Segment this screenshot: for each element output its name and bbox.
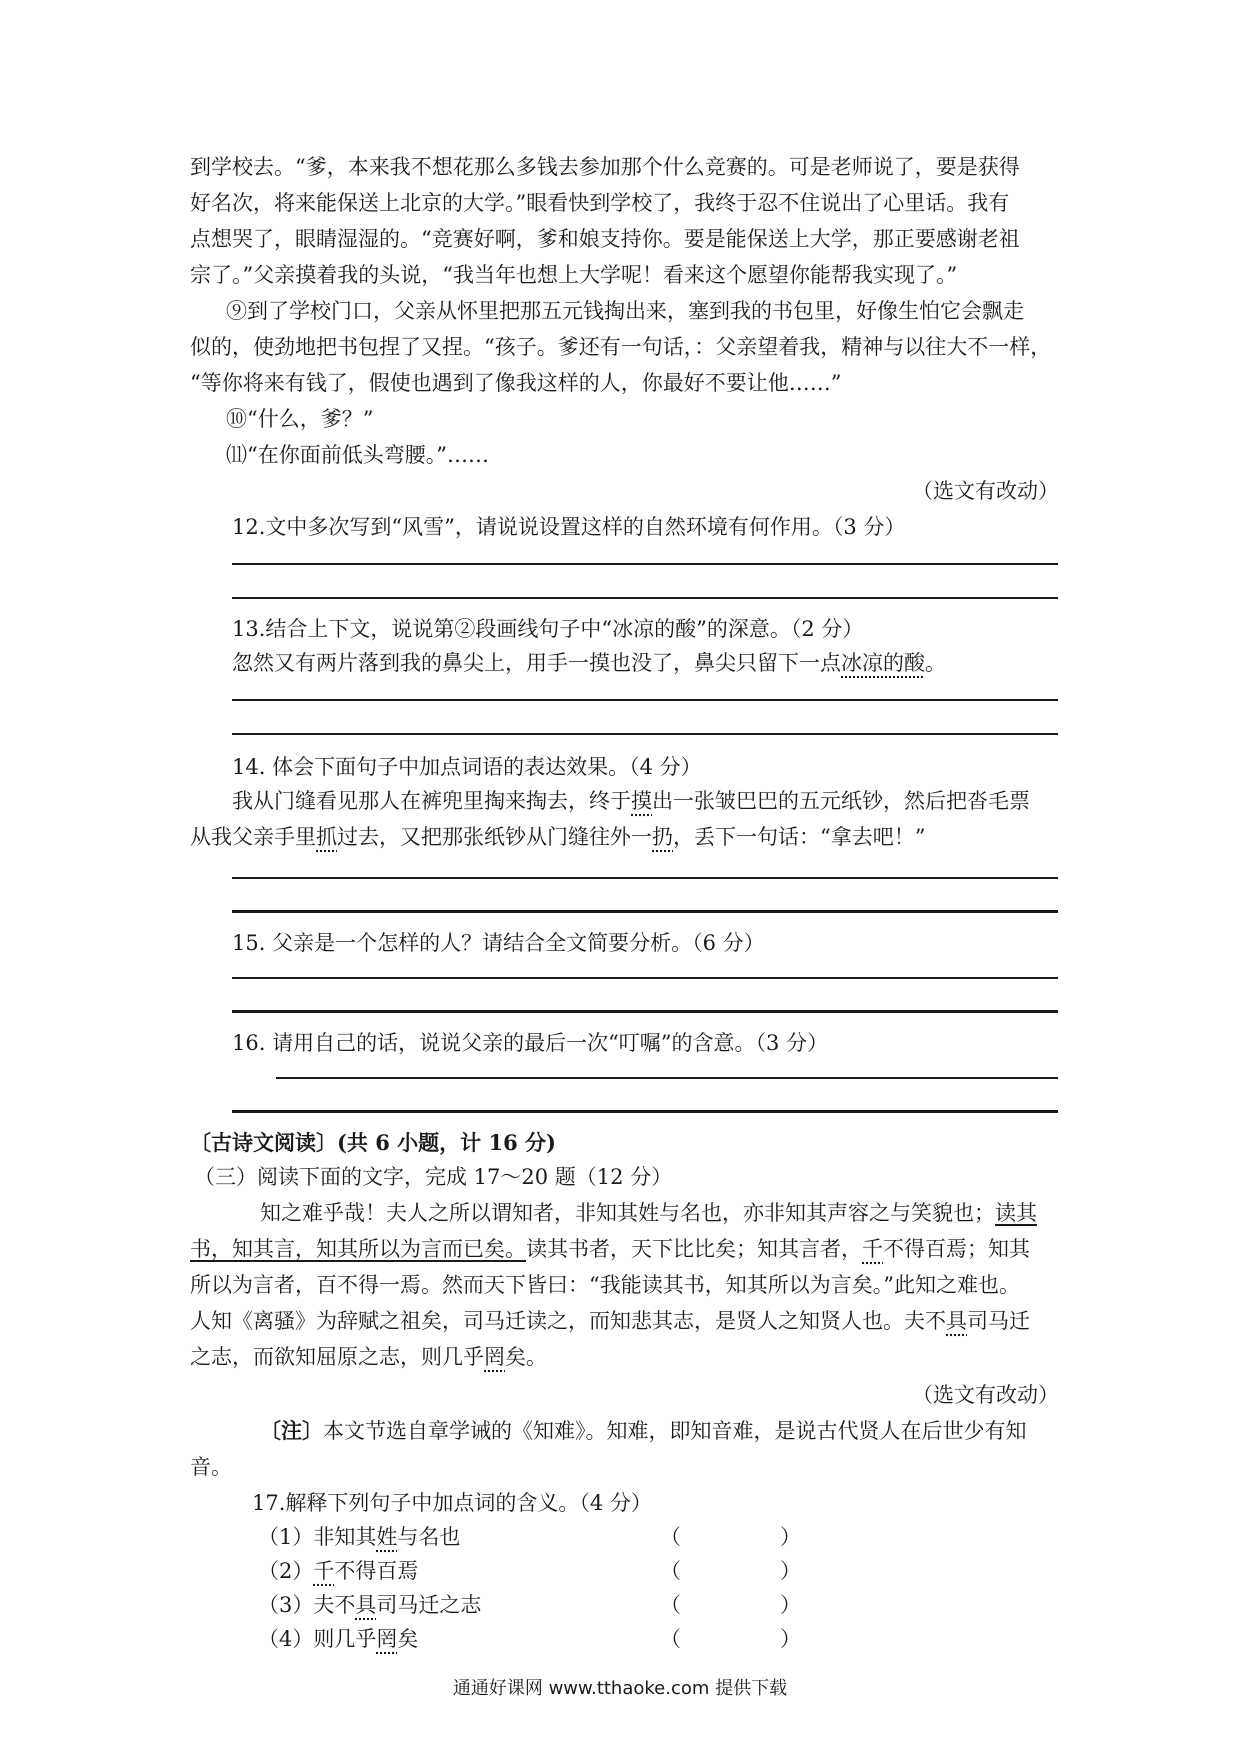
annotation-label: 〔注〕 bbox=[260, 1418, 323, 1443]
paragraph-9-line-1: ⑨到了学校门口，父亲从怀里把那五元钱掏出来，塞到我的书包里，好像生怕它会飘走 bbox=[226, 299, 1024, 323]
dotted-word: 罔 bbox=[376, 1627, 398, 1651]
answer-paren-close: ） bbox=[780, 1627, 801, 1651]
item-text: （1）非知其 bbox=[258, 1525, 377, 1549]
quote-text: 忽然又有两片落到我的鼻尖上，用手一摸也没了，鼻尖只留下一点 bbox=[232, 651, 841, 675]
item-text: （3）夫不 bbox=[258, 1593, 356, 1617]
dotted-word: 姓 bbox=[376, 1525, 398, 1549]
dotted-emphasis: 冰凉的酸 bbox=[841, 651, 925, 675]
answer-line bbox=[232, 910, 1058, 913]
paragraph-11: ⑾“在你面前低头弯腰。”…… bbox=[226, 443, 489, 467]
sentence-text: 出一张皱巴巴的五元纸钞，然后把沓毛票 bbox=[652, 789, 1030, 813]
answer-line bbox=[232, 563, 1058, 565]
answer-line bbox=[276, 1077, 1058, 1079]
classical-text-line-4 bbox=[190, 1306, 1030, 1336]
answer-paren-open: （ bbox=[660, 1525, 681, 1549]
question-17: 17.解释下列句子中加点词的含义。（4 分） bbox=[252, 1491, 652, 1515]
classical-text: 司马迁 bbox=[967, 1309, 1030, 1333]
sentence-text: 从我父亲手里 bbox=[190, 825, 316, 849]
dotted-word: 具 bbox=[355, 1593, 377, 1617]
answer-line bbox=[232, 1110, 1058, 1113]
q17-item-3 bbox=[258, 1590, 481, 1620]
item-text: 司马迁之志 bbox=[376, 1593, 482, 1617]
answer-paren-close: ） bbox=[780, 1593, 801, 1617]
underlined-sentence: 书，知其言，知其所以为言而已矣。 bbox=[190, 1237, 526, 1261]
item-text: （4）则几乎 bbox=[258, 1627, 377, 1651]
annotation-line-2: 音。 bbox=[190, 1455, 232, 1479]
sentence-text: 过去，又把那张纸钞从门缝往外一 bbox=[337, 825, 652, 849]
passage-source-note: （选文有改动） bbox=[912, 479, 1059, 503]
passage-line-4: 宗了。”父亲摸着我的头说，“我当年也想上大学呢！看来这个愿望你能帮我实现了。” bbox=[190, 263, 958, 287]
item-text: 不得百焉 bbox=[334, 1559, 419, 1583]
dotted-word-ju: 具 bbox=[946, 1309, 967, 1333]
answer-line bbox=[232, 977, 1058, 979]
underlined-sentence: 读其 bbox=[995, 1201, 1037, 1225]
answer-paren-open: （ bbox=[660, 1627, 681, 1651]
answer-line bbox=[232, 597, 1058, 599]
classical-text: 不得百焉；知其 bbox=[883, 1237, 1030, 1261]
question-13-quote bbox=[232, 648, 946, 678]
dotted-word-reng: 扔 bbox=[652, 825, 673, 849]
part-heading: （三）阅读下面的文字，完成 17～20 题（12 分） bbox=[194, 1165, 673, 1189]
question-14-sentence-line-2 bbox=[190, 822, 925, 852]
dotted-word-zhua: 抓 bbox=[316, 825, 337, 849]
answer-line bbox=[232, 733, 1058, 735]
sentence-text: ，丢下一句话：“拿去吧！” bbox=[673, 825, 926, 849]
question-14-sentence-line-1 bbox=[232, 786, 1030, 816]
answer-line bbox=[232, 1010, 1058, 1013]
answer-paren-close: ） bbox=[780, 1559, 801, 1583]
item-text: 矣 bbox=[397, 1627, 419, 1651]
section-heading: 〔古诗文阅读〕(共 6 小题，计 16 分) bbox=[190, 1130, 556, 1155]
answer-line bbox=[232, 877, 1058, 879]
answer-paren-open: （ bbox=[660, 1593, 681, 1617]
question-13: 13.结合上下文，说说第②段画线句子中“冰凉的酸”的深意。（2 分） bbox=[232, 617, 864, 641]
classical-text-line-5 bbox=[190, 1342, 547, 1372]
quote-end: 。 bbox=[925, 651, 946, 675]
passage-line-3: 点想哭了，眼睛湿湿的。“竞赛好啊，爹和娘支持你。要是能保送上大学，那正要感谢老祖 bbox=[190, 227, 1020, 251]
classical-text: 矣。 bbox=[505, 1345, 547, 1369]
dotted-word: 千 bbox=[313, 1559, 335, 1583]
sentence-text: 我从门缝看见那人在裤兜里掏来掏去，终于 bbox=[232, 789, 631, 813]
question-15: 15. 父亲是一个怎样的人？请结合全文简要分析。（6 分） bbox=[232, 931, 765, 955]
classical-text-line-3: 所以为言者，百不得一焉。然而天下皆曰：“我能读其书，知其所以为言矣。”此知之难也。 bbox=[190, 1273, 1020, 1297]
classical-text: 之志，而欲知屈原之志，则几乎 bbox=[190, 1345, 484, 1369]
answer-paren-open: （ bbox=[660, 1559, 681, 1583]
classical-text: 人知《离骚》为辞赋之祖矣，司马迁读之，而知悲其志，是贤人之知贤人也。夫不 bbox=[190, 1309, 946, 1333]
paragraph-9-line-2: 似的，使劲地把书包捏了又捏。“孩子。爹还有一句话，：父亲望着我，精神与以往大不一样， bbox=[190, 335, 1052, 359]
question-14: 14. 体会下面句子中加点词语的表达效果。（4 分） bbox=[232, 755, 702, 779]
q17-item-2 bbox=[258, 1556, 418, 1586]
paragraph-10: ⑩“什么，爹？” bbox=[226, 407, 374, 431]
q17-item-1 bbox=[258, 1522, 460, 1552]
question-16: 16. 请用自己的话，说说父亲的最后一次“叮嘱”的含意。（3 分） bbox=[232, 1031, 829, 1055]
item-text: 与名也 bbox=[397, 1525, 461, 1549]
dotted-word-qian: 千 bbox=[862, 1237, 883, 1261]
passage-line-1: 到学校去。“爹，本来我不想花那么多钱去参加那个什么竞赛的。可是老师说了，要是获得 bbox=[190, 155, 1020, 179]
classical-text-line-2 bbox=[190, 1234, 1030, 1264]
classical-text-line-1 bbox=[260, 1198, 1037, 1228]
paragraph-9-line-3: “等你将来有钱了，假使也遇到了像我这样的人，你最好不要让他……” bbox=[190, 371, 842, 395]
answer-line bbox=[232, 699, 1058, 701]
answer-paren-close: ） bbox=[780, 1525, 801, 1549]
dotted-word-wang: 罔 bbox=[484, 1345, 505, 1369]
classical-source-note: （选文有改动） bbox=[912, 1383, 1059, 1407]
classical-text: 读其书者，天下比比矣；知其言者， bbox=[526, 1237, 862, 1261]
dotted-word-mo: 摸 bbox=[631, 789, 652, 813]
page-footer: 通通好课网 www.tthaoke.com 提供下载 bbox=[452, 1678, 788, 1699]
item-text: （2） bbox=[258, 1559, 314, 1583]
classical-text: 知之难乎哉！夫人之所以谓知者，非知其姓与名也，亦非知其声容之与笑貌也； bbox=[260, 1201, 995, 1225]
q17-item-4 bbox=[258, 1624, 418, 1654]
question-12: 12.文中多次写到“风雪”，请说说设置这样的自然环境有何作用。（3 分） bbox=[232, 515, 906, 539]
annotation-line-1 bbox=[260, 1416, 1027, 1446]
passage-line-2: 好名次，将来能保送上北京的大学。”眼看快到学校了，我终于忍不住说出了心里话。我有 bbox=[190, 191, 1010, 215]
annotation-text: 本文节选自章学诫的《知难》。知难，即知音难，是说古代贤人在后世少有知 bbox=[323, 1419, 1027, 1443]
